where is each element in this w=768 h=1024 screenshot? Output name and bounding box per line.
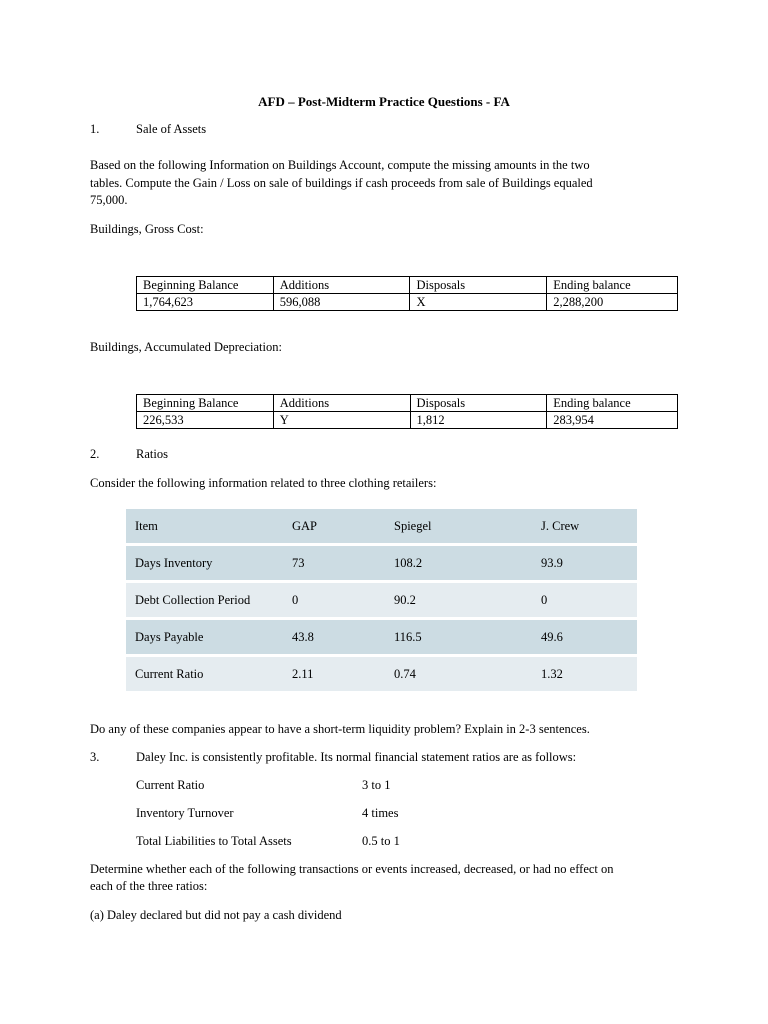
- table-header-cell: Additions: [273, 277, 410, 294]
- question-3-instruction-line-2: each of the three ratios:: [90, 879, 208, 893]
- table-header-cell: Item: [126, 509, 283, 543]
- ratio-label: Current Ratio: [136, 778, 205, 792]
- table-header-cell: Spiegel: [385, 509, 532, 543]
- page-title: AFD – Post-Midterm Practice Questions - FA: [258, 94, 510, 109]
- table-cell: 49.6: [532, 620, 637, 654]
- accumulated-depreciation-label: Buildings, Accumulated Depreciation:: [90, 340, 282, 354]
- gross-cost-table: [136, 276, 678, 311]
- ratios-header-row: [126, 509, 637, 543]
- accumulated-depreciation-table: [136, 394, 678, 429]
- ratio-value: 0.5 to 1: [362, 834, 400, 848]
- table-cell: 0.74: [385, 657, 532, 691]
- table-cell: X: [410, 294, 547, 311]
- table-cell: 1,812: [410, 412, 547, 429]
- question-2-heading: Ratios: [136, 447, 168, 461]
- gross-cost-label: Buildings, Gross Cost:: [90, 222, 204, 236]
- ratio-label: Inventory Turnover: [136, 806, 234, 820]
- table-cell: Debt Collection Period: [126, 583, 283, 617]
- question-2-number: 2.: [90, 447, 100, 461]
- table-cell: 116.5: [385, 620, 532, 654]
- table-cell: Y: [273, 412, 410, 429]
- question-1-number: 1.: [90, 122, 100, 136]
- question-3-number: 3.: [90, 750, 100, 764]
- table-header-cell: Disposals: [410, 277, 547, 294]
- table-header-cell: Beginning Balance: [137, 277, 274, 294]
- table-header-cell: Additions: [273, 395, 410, 412]
- gross-cost-header-row: [137, 277, 678, 294]
- question-2-prompt: Do any of these companies appear to have a short-term liquidity problem? Explain in 2-3 sentences.: [90, 722, 590, 736]
- accumulated-depreciation-header-row: [137, 395, 678, 412]
- table-cell: 2,288,200: [547, 294, 678, 311]
- question-3-instruction-line-1: Determine whether each of the following transactions or events increased, decreased, or had no effect on: [90, 862, 614, 876]
- table-cell: Current Ratio: [126, 657, 283, 691]
- retailer-ratios-table: [126, 506, 637, 694]
- table-cell: 93.9: [532, 546, 637, 580]
- table-header-cell: Ending balance: [547, 277, 678, 294]
- table-header-cell: Ending balance: [547, 395, 678, 412]
- table-row: [126, 583, 637, 617]
- table-header-cell: GAP: [283, 509, 385, 543]
- table-cell: 0: [283, 583, 385, 617]
- table-cell: 0: [532, 583, 637, 617]
- table-header-cell: Disposals: [410, 395, 547, 412]
- table-cell: Days Inventory: [126, 546, 283, 580]
- table-cell: 226,533: [137, 412, 274, 429]
- table-cell: 73: [283, 546, 385, 580]
- gross-cost-value-row: [137, 294, 678, 311]
- table-cell: Days Payable: [126, 620, 283, 654]
- table-cell: 596,088: [273, 294, 410, 311]
- table-cell: 90.2: [385, 583, 532, 617]
- table-cell: 1,764,623: [137, 294, 274, 311]
- question-3-item-a: (a) Daley declared but did not pay a cash dividend: [90, 908, 342, 922]
- question-2-intro: Consider the following information related to three clothing retailers:: [90, 476, 437, 490]
- table-cell: 1.32: [532, 657, 637, 691]
- question-1-intro-line-2: tables. Compute the Gain / Loss on sale of buildings if cash proceeds from sale of Buildings equaled: [90, 176, 593, 190]
- question-3-intro: Daley Inc. is consistently profitable. Its normal financial statement ratios are as follows:: [136, 750, 577, 764]
- table-cell: 108.2: [385, 546, 532, 580]
- question-1-intro-line-3: 75,000.: [90, 193, 128, 207]
- table-cell: 43.8: [283, 620, 385, 654]
- table-row: [126, 657, 637, 691]
- table-header-cell: J. Crew: [532, 509, 637, 543]
- table-cell: 283,954: [547, 412, 678, 429]
- ratio-value: 3 to 1: [362, 778, 391, 792]
- question-1-intro-line-1: Based on the following Information on Buildings Account, compute the missing amounts in the two: [90, 158, 590, 172]
- accumulated-depreciation-value-row: [137, 412, 678, 429]
- ratio-value: 4 times: [362, 806, 399, 820]
- ratio-label: Total Liabilities to Total Assets: [136, 834, 292, 848]
- question-1-heading: Sale of Assets: [136, 122, 207, 136]
- table-row: [126, 620, 637, 654]
- table-row: [126, 546, 637, 580]
- table-cell: 2.11: [283, 657, 385, 691]
- table-header-cell: Beginning Balance: [137, 395, 274, 412]
